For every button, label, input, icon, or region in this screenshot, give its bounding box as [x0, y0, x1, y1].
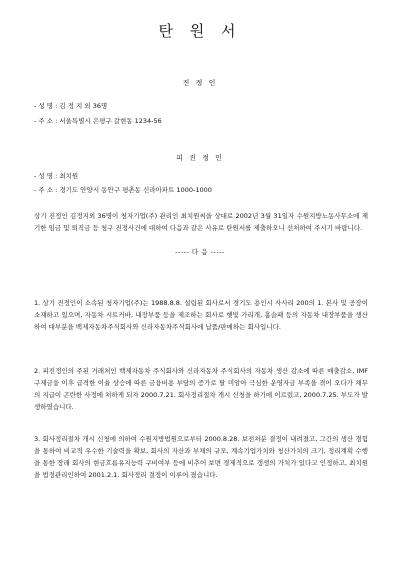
- respondent-name: - 성 명 : 최치원: [34, 172, 79, 180]
- respondent-heading: 피 진 정 인: [176, 154, 224, 162]
- respondent-address: - 주 소 : 경기도 안양시 동안구 평촌동 신라아파트 1000-1000: [34, 186, 212, 194]
- petitioner-address: - 주 소 : 서울특별시 은평구 갈현동 1234-56: [34, 117, 162, 125]
- separator-line: ----- 다 음 -----: [175, 248, 225, 256]
- intro-paragraph: 상기 진정인 김정지외 36명이 청자기업(주) 관리인 최치원씨을 상대로 2002년 3월 31일자 수원지방노동사무소에 제기한 임금 및 퇴직금 등 청구 진정사건에 대하여 다음과 같은 사유로 탄원서를 제출하오니 선처하여 주시기 바랍니다.: [34, 212, 368, 232]
- item-paragraph-3: 3. 회사정리절차 개시 신청에 의하여 수원지방법원으로부터 2000.8.28. 보전처분 결정이 내려졌고, 그간의 생산 경험을 통하여 비교적 우수한 기술력을 확보, 회사의 자산과 부채의 규모, 계속기업가치와 청산가치의 크기, 정리계획 수행을 통한 장래 회사의 현금흐름유지능력 구비여부 등에 비추어 보면 경제적으로 갱생의 가치가 있다고 인정하고, 최치원을 법정관리인하여 2001.2.1. 회사정리 결정이 이루어 졌습니다.: [34, 435, 368, 479]
- item-paragraph-1: 1. 상기 진정인이 소속된 청자기업(주)는 1988.8.8. 설립된 회사로서 경기도 용인시 사사리 200의 1. 본사 및 공장이 소재하고 있으며, 자동차 시트커바, 내장부품 등을 제조하는 회사로 햇빛 가리개, 홈슬패 등의 자동차 내장부품을 생산하여 대부분을 백제자동차주식회사와 신라자동차주식회사에 납품/판매하는 회사입니다.: [34, 299, 368, 331]
- petitioner-heading: 진 정 인: [182, 79, 218, 87]
- item-paragraph-2: 2. 피진정인의 주된 거래처인 백제자동차 주식회사와 신라자동차 주식회사의 자동차 생산 감소에 따른 매출감소, IMF 구제금융 이후 급격한 이율 상승에 따른 금융비용 부담의 증가로 탈 미암아 극심한 운영자금 부족을 겪어 오다가 채무의 지급이 곤란한 사정에 처하게 되자 2000.7.21. 회사정리절차 개시 신청을 하기에 이르렀고, 2000.7.25. 부도가 발생하였습니다.: [34, 367, 368, 411]
- petitioner-name: - 성 명 : 김 정 지 외 36명: [34, 102, 108, 110]
- document-title: 탄 원 서: [158, 22, 242, 40]
